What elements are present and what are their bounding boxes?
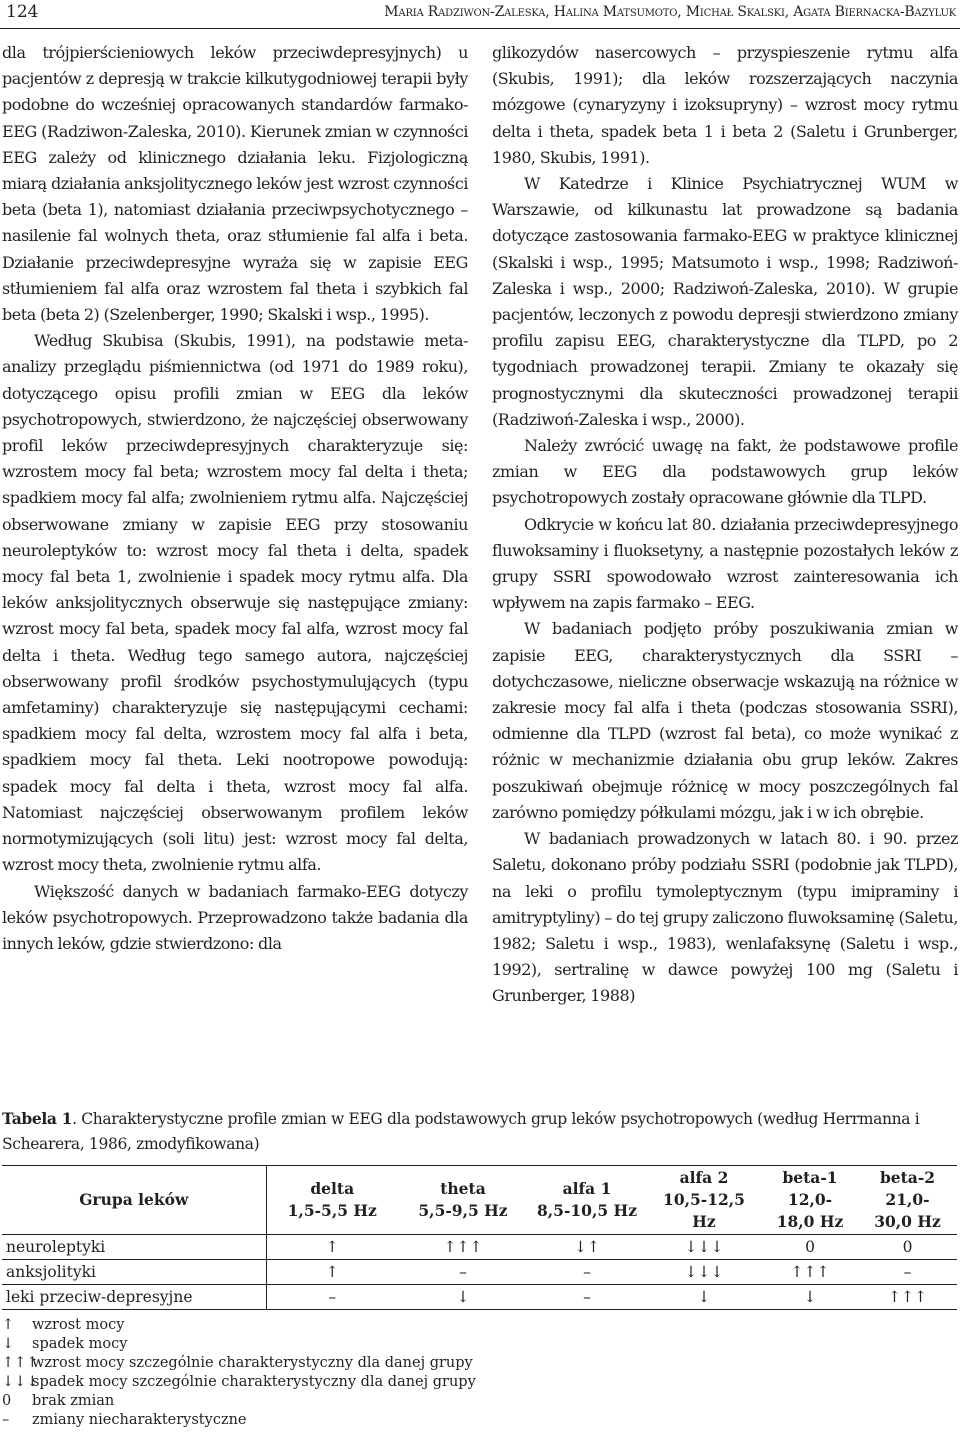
header-alfa1: alfa 1 8,5-10,5 Hz [528, 1166, 646, 1235]
triple-down-arrow-icon: ↓↓↓ [2, 1374, 39, 1390]
table-cell: ↓↓↓ [646, 1235, 762, 1260]
table-cell: – [528, 1260, 646, 1285]
row-label: neuroleptyki [2, 1235, 266, 1260]
table-cell: ↑↑↑ [398, 1235, 528, 1260]
down-arrow-icon: ↓ [2, 1336, 15, 1352]
legend-text: spadek mocy [32, 1336, 128, 1352]
table-cell: ↑ [266, 1260, 398, 1285]
table-cell: ↓ [762, 1285, 858, 1310]
legend-item [2, 1411, 476, 1430]
table-legend [2, 1316, 476, 1430]
legend-text: spadek mocy szczególnie charakterystyczny dla danej grupy [32, 1374, 476, 1390]
legend-item [2, 1335, 476, 1354]
paragraph: glikozydów nasercowych – przyspieszenie rytmu alfa (Skubis, 1991); dla leków rozszerzających naczynia mózgowe (cynaryzyny i izoksupryny) – wzrost mocy rytmu delta i theta, spadek beta 1 i beta 2 (Saletu i Grunberger, 1980, Skubis, 1991). [492, 43, 958, 167]
table-cell: – [398, 1260, 528, 1285]
legend-text: zmiany niecharakterystyczne [32, 1412, 247, 1428]
row-label: anksjolityki [2, 1260, 266, 1285]
table-cell: ↓ [646, 1285, 762, 1310]
paragraph: Odkrycie w końcu lat 80. działania przeciwdepresyjnego fluwoksaminy i fluoksetyny, a następnie pozostałych leków z grupy SSRI spowodowało wzrost zainteresowania ich wpływem na zapis farmako – EEG. [492, 514, 958, 613]
legend-text: brak zmian [32, 1393, 115, 1409]
zero-symbol: 0 [2, 1393, 12, 1409]
table-cell: ↓↓↓ [646, 1260, 762, 1285]
paragraph: W badaniach podjęto próby poszukiwania zmian w zapisie EEG, charakterystycznych dla SSRI – dotychczasowe, nieliczne obserwacje wskazują na różnice w zakresie mocy fal alfa i theta (podczas stosowania SSRI), odmienne dla TLPD (wzrost fal beta), co może wynikać z różnic w mechanizmie działania obu grup leków. Zakres poszukiwań obejmuje różnicę w mocy poszczególnych fal zarówno pomiędzy półkulami mózgu, jak i w ich obrębie. [492, 619, 958, 822]
table-cell: ↑↑↑ [762, 1260, 858, 1285]
table-cell: ↑↑↑ [858, 1285, 957, 1310]
header-beta1: beta-1 12,0- 18,0 Hz [762, 1166, 858, 1235]
legend-item [2, 1392, 476, 1411]
triple-up-arrow-icon: ↑↑↑ [2, 1355, 39, 1371]
running-head-authors: Maria Radziwon-Zaleska, Halina Matsumoto, Michał Skalski, Agata Biernacka-Bazyluk [384, 4, 956, 20]
table-cell: – [528, 1285, 646, 1310]
left-column [2, 40, 468, 957]
paragraph: Większość danych w badaniach farmako-EEG dotyczy leków psychotropowych. Przeprowadzono także badania dla innych leków, gdzie stwierdzono: dla [2, 881, 468, 953]
paragraph: W badaniach prowadzonych w latach 80. i 90. przez Saletu, dokonano próby podziału SSRI (podobnie jak TLPD), na leki o profilu tymoleptycznym (typu imipraminy i amitryptyliny) – do tej grupy zaliczono fluwoksaminę (Saletu, 1982; Saletu i wsp., 1983), wenlafaksynę (Saletu i wsp., 1992), sertralinę w dawce powyżej 100 mg (Saletu i Grunberger, 1988) [492, 829, 958, 1006]
table-header-row [2, 1166, 957, 1235]
table-caption-label: Tabela 1 [2, 1109, 73, 1128]
right-column [492, 40, 958, 1010]
header-theta: theta 5,5-9,5 Hz [398, 1166, 528, 1235]
paragraph: dla trójpierścieniowych leków przeciwdepresyjnych) u pacjentów z depresją w trakcie kilkutygodniowej terapii były podobne do wcześniej opracowanych standardów farmako-EEG (Radziwon-Zaleska, 2010). Kierunek zmian w czynności EEG zależy od klinicznego działania leku. Fizjologiczną miarą działania anksjolitycznego leków jest wzrost czynności beta (beta 1), natomiast działania przeciwpsychotycznego – nasilenie fal wolnych theta, oraz stłumienie fal alfa i beta. Działanie przeciwdepresyjne wyraża się w zapisie EEG stłumieniem fal alfa oraz wzrostem fal theta i szybkich fal beta (beta 2) (Szelenberger, 1990; Skalski i wsp., 1995). [2, 43, 468, 325]
table-cell: 0 [762, 1235, 858, 1260]
row-label: leki przeciw-depresyjne [2, 1285, 266, 1310]
legend-text: wzrost mocy szczególnie charakterystyczny dla danej grupy [32, 1355, 473, 1371]
header-rule [0, 28, 960, 29]
header-beta2: beta-2 21,0- 30,0 Hz [858, 1166, 957, 1235]
table-cell: ↑ [266, 1235, 398, 1260]
dash-symbol: – [2, 1412, 10, 1428]
up-arrow-icon: ↑ [2, 1317, 15, 1333]
table-caption [2, 1106, 957, 1157]
table-cell: ↓↑ [528, 1235, 646, 1260]
paragraph: Według Skubisa (Skubis, 1991), na podstawie meta-analizy przeglądu piśmiennictwa (od 1971 do 1989 roku), dotyczącego opisu profili zmian w EEG dla leków psychotropowych, stwierdzono, że najczęściej obserwowany profil leków przeciwdepresyjnych charakteryzuje się: wzrostem mocy fal beta; wzrostem mocy fal delta i theta; spadkiem mocy fal alfa; zwolnieniem rytmu alfa. Najczęściej obserwowane zmiany w zapisie EEG przy stosowaniu neuroleptyków to: wzrost mocy fal theta i delta, spadek mocy fal beta 1, zwolnienie i spadek mocy rytmu alfa. Dla leków anksjolitycznych obserwuje się następujące zmiany: wzrost mocy fal beta, spadek mocy fal alfa, wzrost mocy fal delta i theta. Według tego samego autora, najczęściej obserwowany profil środków psychostymulujących (typu amfetaminy) charakteryzuje się następującymi cechami: spadkiem mocy fal delta, wzrostem mocy fal alfa i beta, spadkiem mocy fal theta. Leki nootropowe powodują: spadek mocy fal delta i theta, wzrost mocy fal alfa. Natomiast najczęściej obserwowanym profilem leków normotymizujących (soli litu) jest: wzrost mocy fal delta, wzrost mocy theta, zwolnienie rytmu alfa. [2, 331, 468, 875]
paragraph: W Katedrze i Klinice Psychiatrycznej WUM w Warszawie, od kilkunastu lat prowadzone są badania dotyczące zastosowania farmako-EEG w praktyce klinicznej (Skalski i wsp., 1995; Matsumoto i wsp., 1998; Radziwoń-Zaleska i wsp., 2000; Radziwoń-Zaleska, 2010). W grupie pacjentów, leczonych z powodu depresji stwierdzono zmiany profilu zapisu EEG, charakterystyczne dla TLPD, po 2 tygodniach prowadzonej terapii. Zmiany te okazały się prognostycznymi dla skuteczności prowadzonej terapii (Radziwoń-Zaleska i wsp., 2000). [492, 174, 958, 429]
legend-item [2, 1373, 476, 1392]
legend-item [2, 1354, 476, 1373]
table-row [2, 1260, 957, 1285]
table-cell: – [858, 1260, 957, 1285]
header-drug-group: Grupa leków [2, 1166, 266, 1235]
table-cell: ↓ [398, 1285, 528, 1310]
paragraph: Należy zwrócić uwagę na fakt, że podstawowe profile zmian w EEG dla podstawowych grup leków psychotropowych zostały opracowane głównie dla TLPD. [492, 436, 958, 508]
table-row [2, 1285, 957, 1310]
table-cell: – [266, 1285, 398, 1310]
table-caption-text: . Charakterystyczne profile zmian w EEG dla podstawowych grup leków psychotropowych (według Herrmanna i Schearera, 1986, zmodyfikowana) [2, 1110, 920, 1153]
page-header [0, 0, 960, 28]
table-cell: 0 [858, 1235, 957, 1260]
header-delta: delta 1,5-5,5 Hz [266, 1166, 398, 1235]
legend-item [2, 1316, 476, 1335]
legend-text: wzrost mocy [32, 1317, 125, 1333]
table-row [2, 1235, 957, 1260]
header-alfa2: alfa 2 10,5-12,5 Hz [646, 1166, 762, 1235]
eeg-profile-table [2, 1165, 957, 1310]
page-number: 124 [6, 2, 39, 22]
